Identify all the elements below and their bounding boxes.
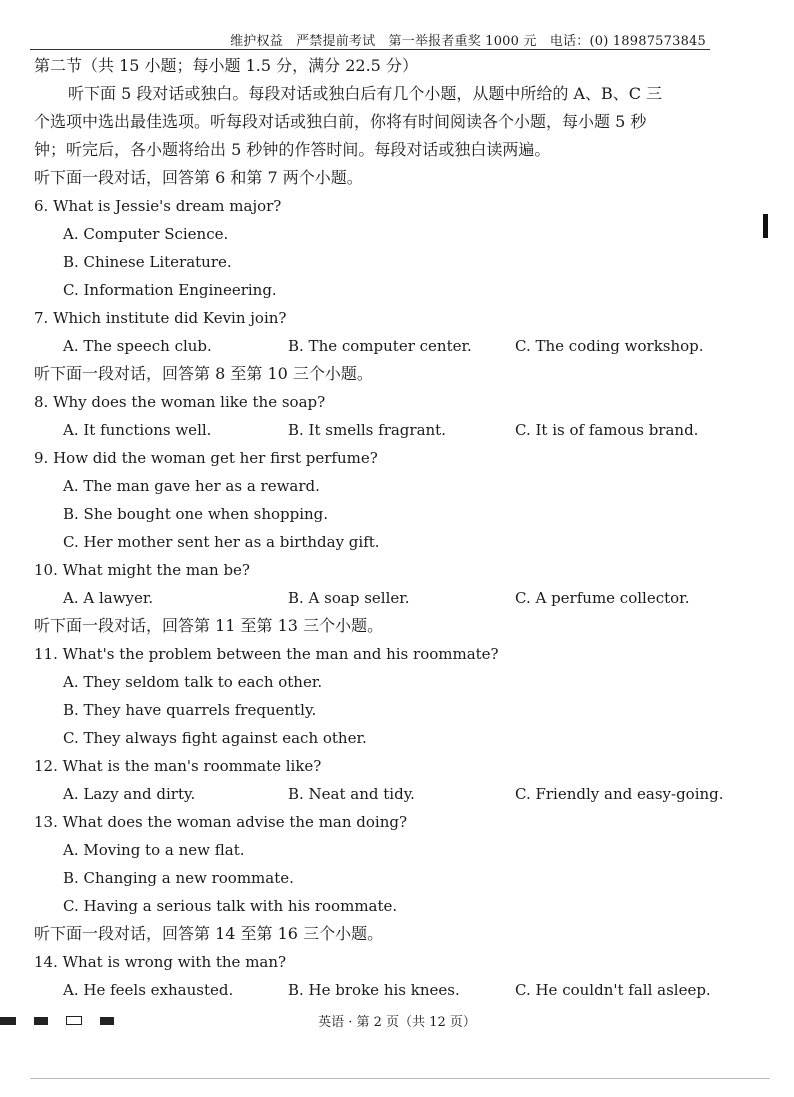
options-row: [0, 420, 794, 440]
group-instruction: 听下面一段对话，回答第 11 至第 13 三个小题。: [34, 616, 384, 635]
group-instruction: 听下面一段对话，回答第 6 和第 7 两个小题。: [34, 168, 363, 187]
group-instruction: 听下面一段对话，回答第 8 至第 10 三个小题。: [34, 364, 373, 383]
page-header: [0, 0, 794, 54]
page-number: 英语 · 第 2 页（共 12 页）: [318, 1015, 476, 1030]
page-footer: [0, 1005, 794, 1035]
question-stem: 11. What's the problem between the man and his roommate?: [34, 645, 499, 663]
question-stem: 12. What is the man's roommate like?: [34, 757, 322, 775]
margin-mark: [763, 214, 768, 238]
option-b: B. They have quarrels frequently.: [63, 701, 317, 719]
option-c: C. Information Engineering.: [63, 281, 277, 299]
options-row: [0, 336, 794, 356]
option-a: A. They seldom talk to each other.: [63, 673, 323, 691]
option-b: B. It smells fragrant.: [288, 421, 446, 439]
options-row: [0, 588, 794, 608]
option-b: B. The computer center.: [288, 337, 472, 355]
option-a: A. The speech club.: [63, 337, 212, 355]
options-row: [0, 784, 794, 804]
directions-line-1: 听下面 5 段对话或独白。每段对话或独白后有几个小题，从题中所给的 A、B、C 三: [68, 84, 663, 103]
option-a: A. A lawyer.: [63, 589, 154, 607]
option-c: C. Having a serious talk with his roommate.: [63, 897, 398, 915]
option-b: B. Chinese Literature.: [63, 253, 232, 271]
question-stem: 10. What might the man be?: [34, 561, 250, 579]
option-a: A. Computer Science.: [63, 225, 229, 243]
option-c: C. They always fight against each other.: [63, 729, 367, 747]
option-c: C. Friendly and easy-going.: [515, 785, 724, 803]
option-c: C. It is of famous brand.: [515, 421, 699, 439]
question-stem: 13. What does the woman advise the man doing?: [34, 813, 408, 831]
option-b: B. Neat and tidy.: [288, 785, 415, 803]
option-c: C. A perfume collector.: [515, 589, 690, 607]
directions-line-3: 钟；听完后，各小题将给出 5 秒钟的作答时间。每段对话或独白读两遍。: [34, 140, 551, 159]
option-a: A. It functions well.: [63, 421, 212, 439]
option-b: B. She bought one when shopping.: [63, 505, 329, 523]
option-c: C. He couldn't fall asleep.: [515, 981, 711, 999]
option-b: B. Changing a new roommate.: [63, 869, 294, 887]
directions-line-2: 个选项中选出最佳选项。听每段对话或独白前，你将有时间阅读各个小题，每小题 5 秒: [34, 112, 647, 131]
option-a: A. The man gave her as a reward.: [63, 477, 320, 495]
header-rule: [30, 49, 710, 50]
option-b: B. He broke his knees.: [288, 981, 460, 999]
question-stem: 6. What is Jessie's dream major?: [34, 197, 282, 215]
question-stem: 14. What is wrong with the man?: [34, 953, 287, 971]
option-c: C. The coding workshop.: [515, 337, 704, 355]
options-row: [0, 980, 794, 1000]
group-instruction: 听下面一段对话，回答第 14 至第 16 三个小题。: [34, 924, 384, 943]
option-a: A. He feels exhausted.: [63, 981, 234, 999]
bottom-rule: [30, 1078, 770, 1079]
question-stem: 8. Why does the woman like the soap?: [34, 393, 326, 411]
question-stem: 9. How did the woman get her first perfume?: [34, 449, 378, 467]
question-stem: 7. Which institute did Kevin join?: [34, 309, 287, 327]
option-b: B. A soap seller.: [288, 589, 410, 607]
option-a: A. Lazy and dirty.: [63, 785, 196, 803]
section-title: 第二节（共 15 小题；每小题 1.5 分，满分 22.5 分）: [34, 56, 418, 75]
option-c: C. Her mother sent her as a birthday gift.: [63, 533, 380, 551]
header-notice: 维护权益 严禁提前考试 第一举报者重奖 1000 元 电话：(0) 18987573845: [230, 34, 706, 49]
option-a: A. Moving to a new flat.: [63, 841, 245, 859]
